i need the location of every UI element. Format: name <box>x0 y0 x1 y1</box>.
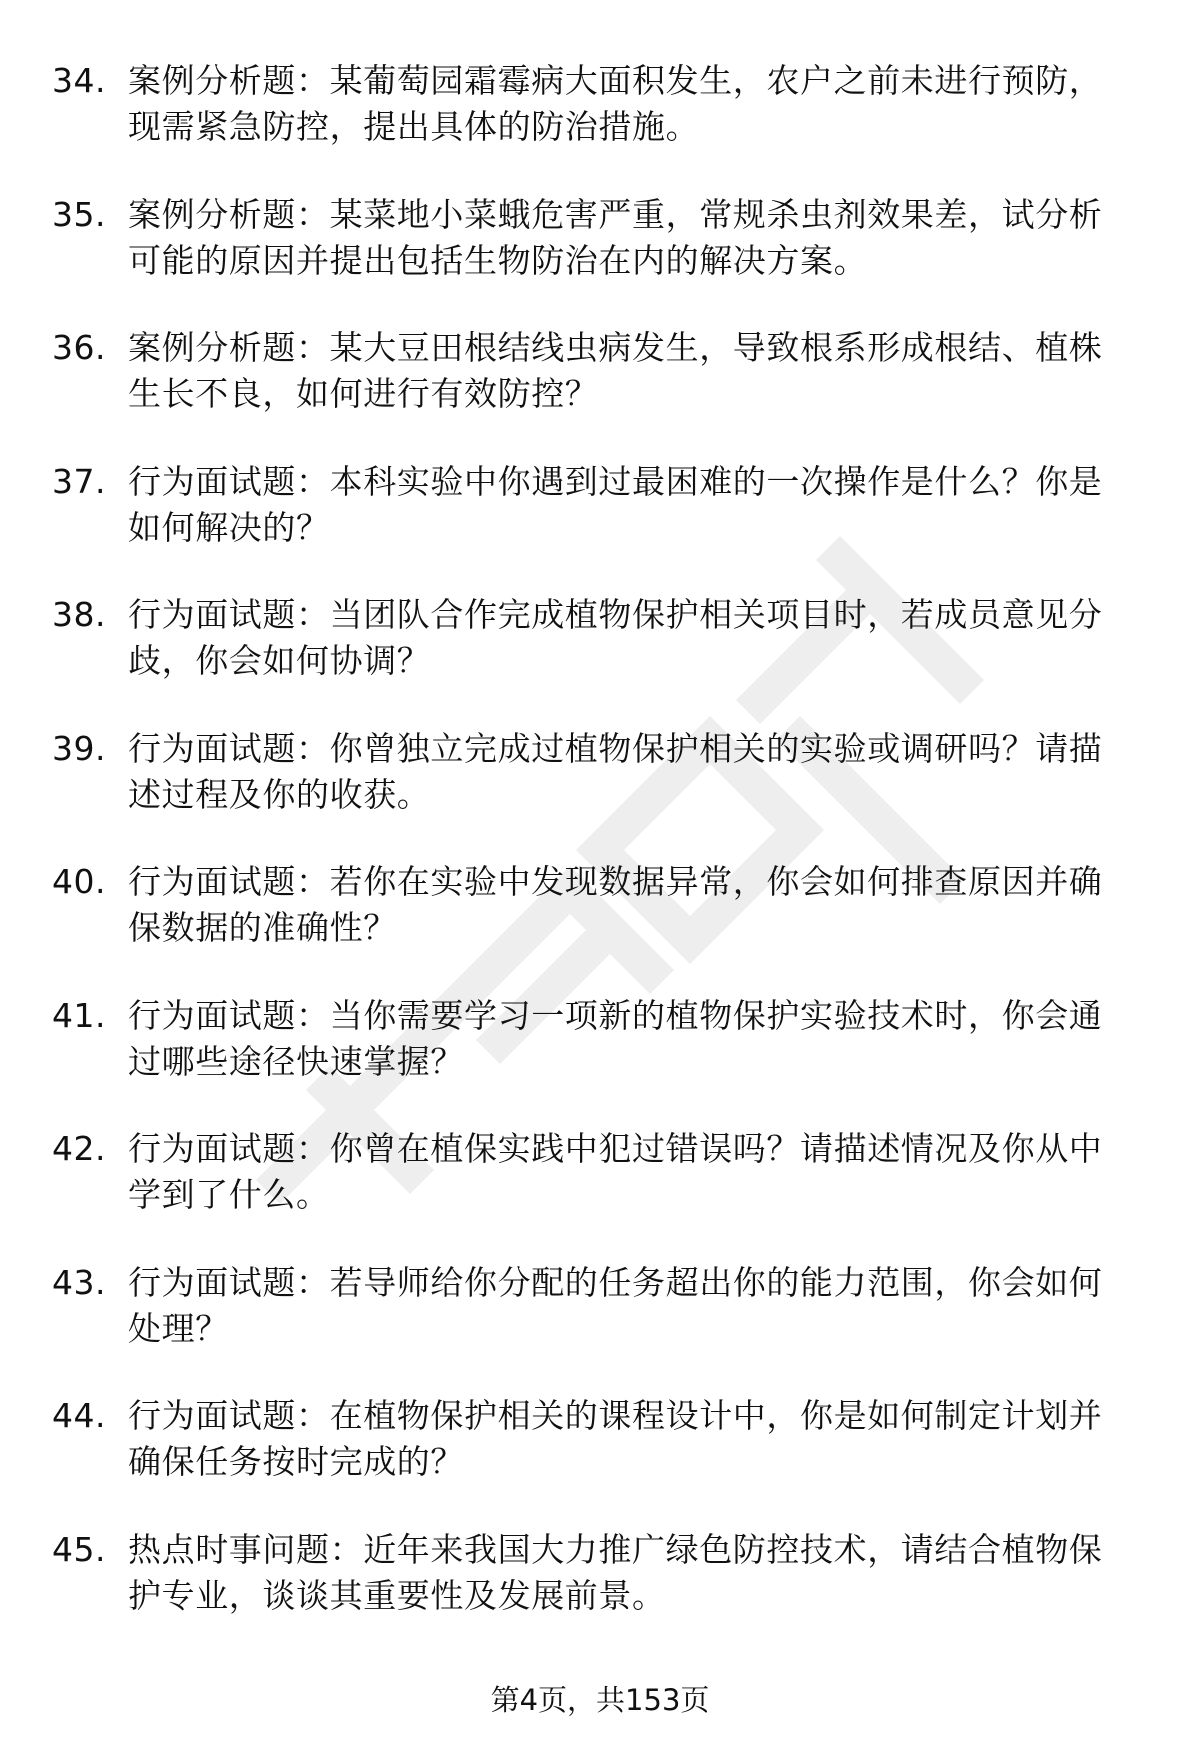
question-list <box>0 58 1200 1660</box>
question-number: 37. <box>52 461 106 501</box>
list-item <box>0 859 1200 993</box>
question-text: 案例分析题：某大豆田根结线虫病发生，导致根系形成根结、植株生长不良，如何进行有效防控？ <box>128 328 1103 413</box>
list-item <box>0 726 1200 860</box>
question-number: 42. <box>52 1129 106 1168</box>
list-item <box>0 993 1200 1127</box>
list-item <box>0 592 1200 726</box>
list-item <box>0 1260 1200 1394</box>
list-item <box>0 192 1200 326</box>
question-number: 41. <box>52 995 106 1035</box>
question-text: 行为面试题：当你需要学习一项新的植物保护实验技术时，你会通过哪些途径快速掌握？ <box>128 995 1103 1081</box>
list-item <box>0 58 1200 192</box>
question-text: 行为面试题：你曾在植保实践中犯过错误吗？请描述情况及你从中学到了什么。 <box>128 1129 1103 1214</box>
question-text: 案例分析题：某菜地小菜蛾危害严重，常规杀虫剂效果差，试分析可能的原因并提出包括生物防治在内的解决方案。 <box>128 194 1103 280</box>
question-number: 34. <box>52 61 106 100</box>
question-number: 40. <box>52 862 106 901</box>
question-text: 行为面试题：若导师给你分配的任务超出你的能力范围，你会如何处理？ <box>128 1262 1103 1348</box>
question-number: 44. <box>52 1396 106 1435</box>
question-number: 38. <box>52 595 106 634</box>
question-text: 行为面试题：你曾独立完成过植物保护相关的实验或调研吗？请描述过程及你的收获。 <box>128 728 1103 814</box>
question-number: 43. <box>52 1262 106 1302</box>
list-item <box>0 459 1200 593</box>
list-item <box>0 1527 1200 1661</box>
question-number: 36. <box>52 328 106 367</box>
question-number: 45. <box>52 1529 106 1569</box>
question-text: 行为面试题：若你在实验中发现数据异常，你会如何排查原因并确保数据的准确性？ <box>128 862 1103 947</box>
question-text: 行为面试题：当团队合作完成植物保护相关项目时，若成员意见分歧，你会如何协调？ <box>128 595 1103 680</box>
page-indicator: 第4页，共153页 <box>490 1683 710 1717</box>
question-text: 行为面试题：在植物保护相关的课程设计中，你是如何制定计划并确保任务按时完成的？ <box>128 1396 1103 1481</box>
list-item <box>0 325 1200 459</box>
question-text: 热点时事问题：近年来我国大力推广绿色防控技术，请结合植物保护专业，谈谈其重要性及发展前景。 <box>128 1529 1103 1615</box>
list-item <box>0 1126 1200 1260</box>
list-item <box>0 1393 1200 1527</box>
question-number: 35. <box>52 194 106 234</box>
question-number: 39. <box>52 728 106 768</box>
question-text: 案例分析题：某葡萄园霜霉病大面积发生，农户之前未进行预防，现需紧急防控，提出具体的防治措施。 <box>128 61 1103 146</box>
question-text: 行为面试题：本科实验中你遇到过最困难的一次操作是什么？你是如何解决的？ <box>128 461 1103 547</box>
